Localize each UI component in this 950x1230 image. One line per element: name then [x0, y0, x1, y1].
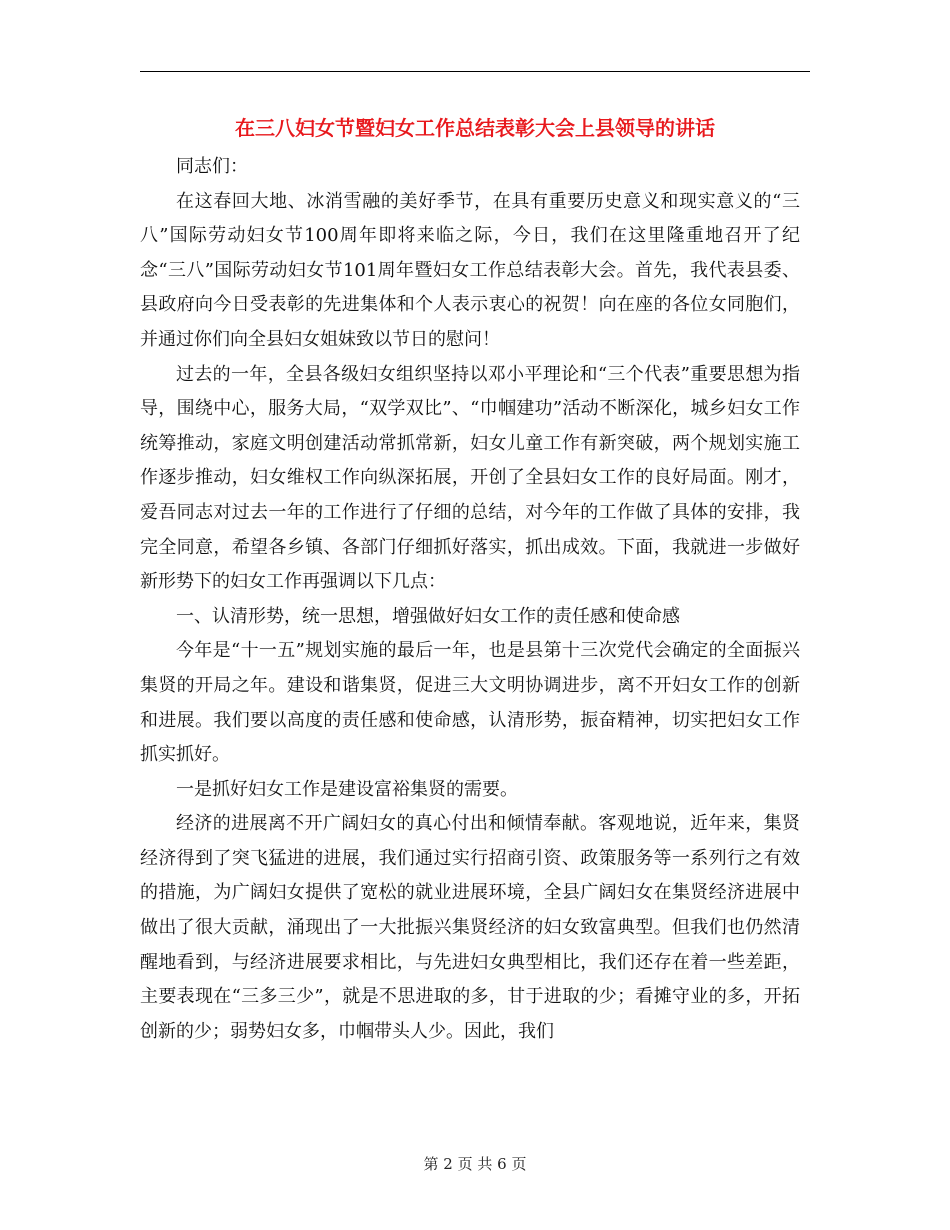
economy-paragraph: 经济的进展离不开广阔妇女的真心付出和倾情奉献。客观地说，近年来，集贤经济得到了突飞猛进的进展，我们通过实行招商引资、政策服务等一系列行之有效的措施，为广阔妇女提供了宽松的就业进展环境，全县广阔妇女在集贤经济进展中做出了很大贡献，涌现出了一大批振兴集贤经济的妇女致富典型。但我们也仍然清醒地看到，与经济进展要求相比，与先进妇女典型相比，我们还存在着一些差距，主要表现在“三多三少”，就是不思进取的多，甘于进取的少；看摊守业的多，开拓创新的少；弱势妇女多，巾帼带头人少。因此，我们 [140, 813, 800, 1042]
opening-paragraph: 在这春回大地、冰消雪融的美好季节，在具有重要历史意义和现实意义的“三八”国际劳动妇女节100周年即将来临之际，今日，我们在这里隆重地召开了纪念“三八”国际劳动妇女节101周年暨妇女工作总结表彰大会。首先，我代表县委、县政府向今日受表彰的先进集体和个人表示衷心的祝贺！向在座的各位女同胞们，并通过你们向全县妇女姐妹致以节日的慰问！ [140, 190, 800, 350]
document-body [140, 150, 800, 1049]
point-one-heading: 一是抓好妇女工作是建设富裕集贤的需要。 [176, 778, 518, 800]
review-paragraph: 过去的一年，全县各级妇女组织坚持以邓小平理论和“三个代表”重要思想为指导，围绕中心，服务大局，“双学双比”、“巾帼建功”活动不断深化，城乡妇女工作统筹推动，家庭文明创建活动常抓常新，妇女儿童工作有新突破，两个规划实施工作逐步推动，妇女维权工作向纵深拓展，开创了全县妇女工作的良好局面。刚才，爱吾同志对过去一年的工作进行了仔细的总结，对今年的工作做了具体的安排，我完全同意，希望各乡镇、各部门仔细抓好落实，抓出成效。下面，我就进一步做好新形势下的妇女工作再强调以下几点： [140, 363, 800, 593]
header-rule [140, 71, 810, 72]
document-title: 在三八妇女节暨妇女工作总结表彰大会上县领导的讲话 [235, 116, 715, 140]
page-number: 第 2 页 共 6 页 [423, 1155, 527, 1173]
salutation-paragraph: 同志们： [176, 156, 248, 177]
situation-paragraph: 今年是“十一五”规划实施的最后一年，也是县第十三次党代会确定的全面振兴集贤的开局之年。建设和谐集贤，促进三大文明协调进步，离不开妇女工作的创新和进展。我们要以高度的责任感和使命感，认清形势，振奋精神，切实把妇女工作抓实抓好。 [140, 640, 800, 766]
section-heading: 一、认清形势，统一思想，增强做好妇女工作的责任感和使命感 [176, 605, 680, 627]
